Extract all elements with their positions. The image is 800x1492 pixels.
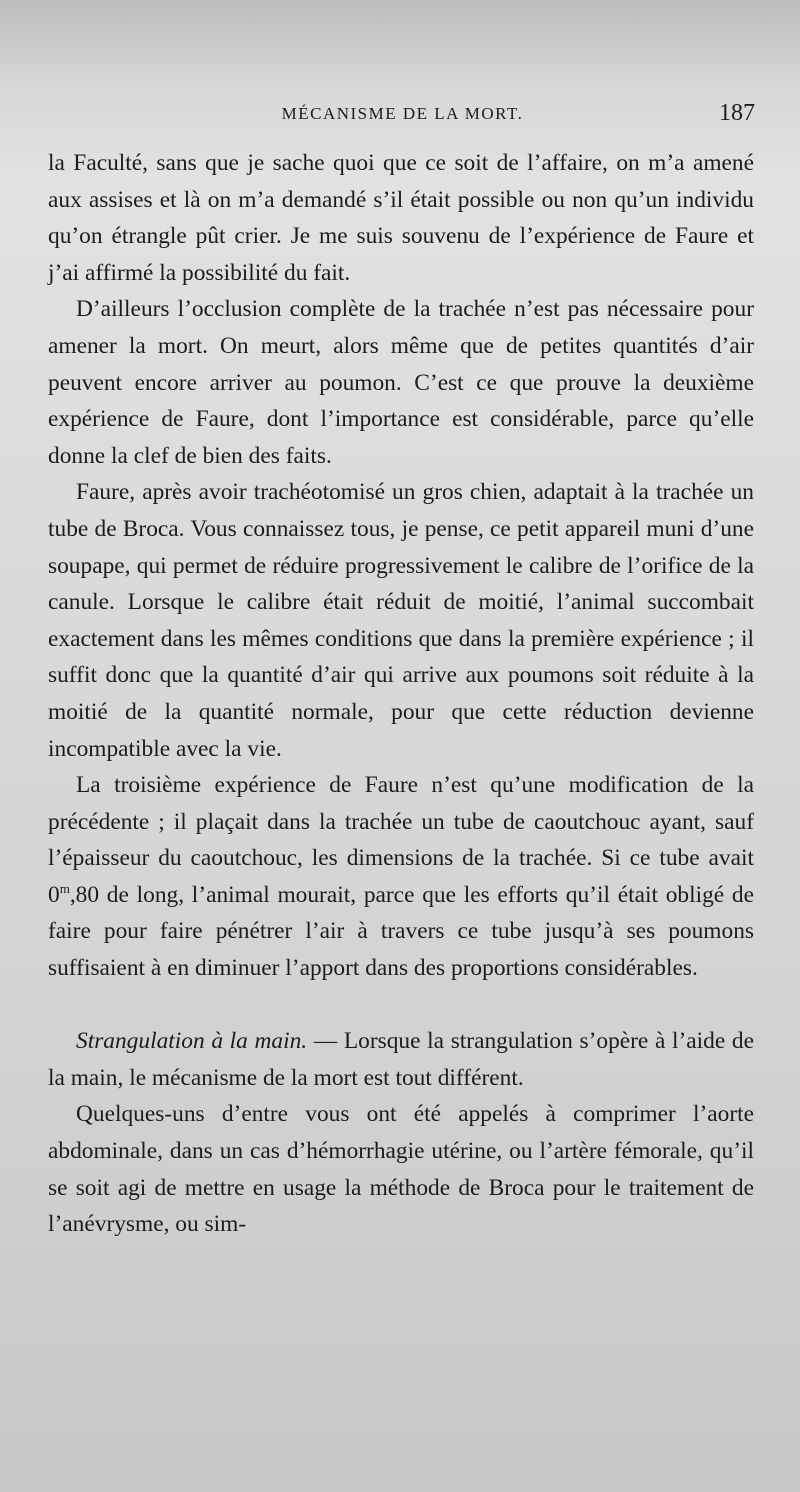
page-body bbox=[48, 145, 754, 1243]
page-number: 187 bbox=[719, 100, 755, 126]
running-title: MÉCANISME DE LA MORT. bbox=[281, 104, 524, 123]
paragraph-1: la Faculté, sans que je sache quoi que ce soit de l’affaire, on m’a amené aux assises et là on m’a demandé s’il était possible ou non qu’un individu qu’on étrangle pût crier. Je me suis souvenu de l’expérience de Faure et j’ai affirmé la possibilité du fait. bbox=[48, 150, 754, 286]
paragraph-2: D’ailleurs l’occlusion complète de la trachée n’est pas nécessaire pour amener la mort. On meurt, alors même que de petites quantités d’air peuvent encore arriver au poumon. C’est ce que prouve la deuxième expérience de Faure, dont l’importance est considérable, parce qu’elle donne la clef de bien des faits. bbox=[48, 296, 754, 469]
section-title: Strangulation à la main. bbox=[76, 1028, 308, 1055]
section-dash: — bbox=[307, 1028, 344, 1055]
paragraph-last: Quelques-uns d’entre vous ont été appelés à comprimer l’aorte abdominale, dans un cas d’hémorrhagie utérine, ou l’artère fémorale, qu’il se soit agi de mettre en usage la méthode de Broca pour le traitement de l’anévrysme, ou sim- bbox=[48, 1101, 754, 1238]
section-paragraph bbox=[48, 1023, 754, 1096]
section-text: Lorsque la strangulation s’opère à l’aide de la main, le mécanisme de la mort est tout différent. bbox=[48, 1028, 754, 1091]
page-header bbox=[50, 100, 755, 134]
paragraph-4 bbox=[48, 767, 754, 987]
paragraph-4-text-before: La troisième expérience de Faure n’est qu’une modification de la précédente ; il plaçait dans la trachée un tube de caoutchouc ayant, sauf l’épaisseur du caoutchouc, les dimensions de la trachée. Si ce tube avait 0 bbox=[48, 772, 754, 908]
paragraph-4-text-after: ,80 de long, l’animal mourait, parce que les efforts qu’il était obligé de faire pour faire pénétrer l’air à travers ce tube jusqu’à ses poumons suffisaient à en diminuer l’apport dans des proportions considérables. bbox=[48, 881, 754, 982]
unit-superscript: m bbox=[59, 881, 70, 897]
paragraph-3: Faure, après avoir trachéotomisé un gros chien, adaptait à la trachée un tube de Broca. Vous connaissez tous, je pense, ce petit appareil muni d’une soupape, qui permet de réduire progressivement le calibre de l’orifice de la canule. Lorsque le calibre était réduit de moitié, l’animal succombait exactement dans les mêmes conditions que dans la première expérience ; il suffit donc que la quantité d’air qui arrive aux poumons soit réduite à la moitié de la quantité normale, pour que cette réduction devienne incompatible avec la vie. bbox=[48, 479, 754, 762]
